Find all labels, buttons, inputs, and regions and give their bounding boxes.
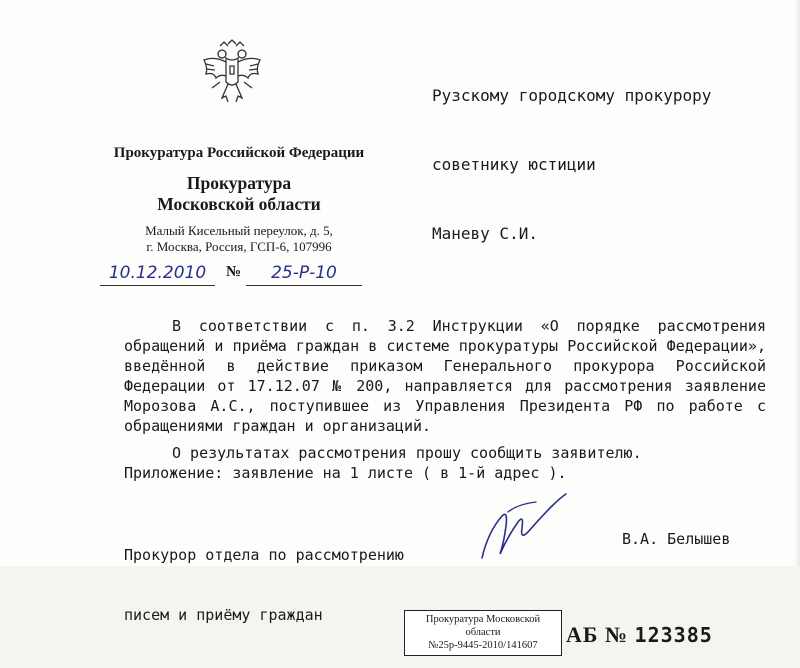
form-serial (566, 622, 713, 648)
recipient-line-1: Рузскому городскому прокурору (432, 86, 712, 105)
double-headed-eagle-emblem-icon (200, 38, 264, 110)
address-line-2: г. Москва, Россия, ГСП-6, 107996 (146, 239, 332, 254)
signatory-position (124, 505, 404, 665)
stamp-line-2: области (465, 627, 501, 638)
registration-number: 25-Р-10 (246, 263, 362, 286)
registration-number-sign: № (226, 264, 242, 280)
handwritten-signature (478, 492, 570, 564)
body-paragraph-2: О результатах рассмотрения прошу сообщить заявителю. (172, 444, 642, 462)
org-name-line-2: Московской области (157, 194, 321, 214)
recipient-line-2: советнику юстиции (432, 155, 596, 174)
recipient-line-3: Маневу С.И. (432, 224, 538, 243)
org-parent-name: Прокуратура Российской Федерации (113, 145, 365, 161)
registration-date: 10.12.2010 (100, 263, 215, 286)
org-address (108, 223, 370, 255)
recipient-block (432, 38, 711, 291)
signatory-position-line-2: писем и приёму граждан (124, 606, 323, 624)
stamp-line-3: №25р-9445-2010/141607 (428, 640, 538, 651)
serial-series: АБ (566, 622, 599, 647)
org-name (108, 173, 370, 215)
body-paragraph-1: В соответствии с п. 3.2 Инструкции «О порядке рассмотрения обращений и приёма граждан в системе прокуратуры Российской Федерации», введённой в действие приказом Генерального прокурора Российской Федерации от 17.12.07 № 200, направляется для рассмотрения заявление Морозова А.С., поступившее из Управления Президента РФ по работе с обращениями граждан и организаций. (124, 317, 766, 435)
address-line-1: Малый Кисельный переулок, д. 5, (145, 223, 333, 238)
registration-stamp (404, 610, 562, 656)
org-name-line-1: Прокуратура (186, 173, 292, 193)
serial-number-sign: № (604, 622, 629, 647)
signatory-position-line-1: Прокурор отдела по рассмотрению (124, 546, 404, 564)
attachment-line: Приложение: заявление на 1 листе ( в 1-й адрес ). (124, 464, 567, 482)
serial-number: 123385 (634, 623, 713, 647)
stamp-line-1: Прокуратура Московской (425, 614, 541, 625)
signatory-name: В.А. Белышев (622, 530, 731, 548)
